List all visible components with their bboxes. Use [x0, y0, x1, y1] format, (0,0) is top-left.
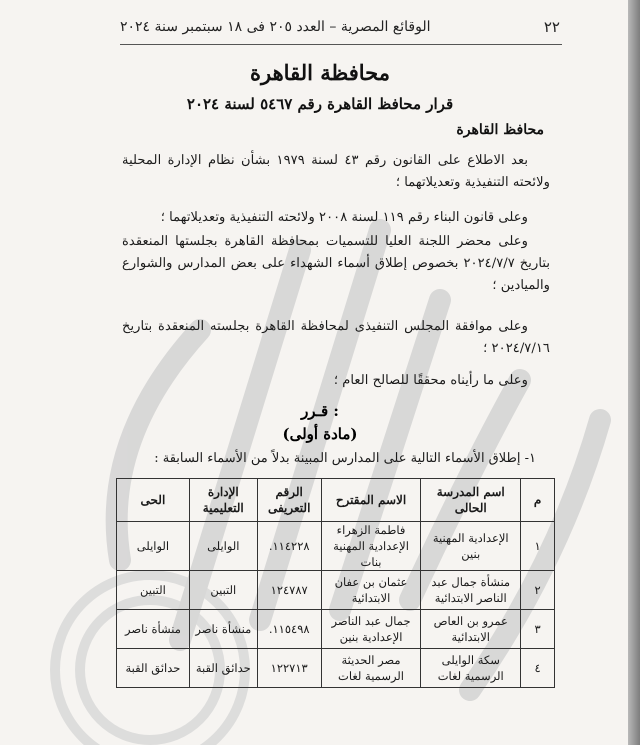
preamble-paragraph: وعلى قانون البناء رقم ١١٩ لسنة ٢٠٠٨ ولائحته التنفيذية وتعديلاتهما ؛ [160, 210, 528, 225]
table-cell: سكة الوايلى الرسمية لغات [421, 649, 521, 688]
table-cell: مصر الحديثة الرسمية لغات [321, 649, 421, 688]
running-title: الوقائع المصرية – العدد ٢٠٥ فى ١٨ سبتمبر سنة ٢٠٢٤ [120, 19, 431, 35]
table-cell: جمال عبد الناصر الإعدادية بنين [321, 610, 421, 649]
table-cell: ٣ [521, 610, 555, 649]
table-cell: عثمان بن عفان الابتدائية [321, 571, 421, 610]
table-cell: التبين [117, 571, 190, 610]
col-header: اسم المدرسة الحالى [421, 479, 521, 522]
table-cell: ١١٤٢٢٨. [257, 522, 321, 571]
preamble-paragraph: وعلى محضر اللجنة العليا للتسميات بمحافظة القاهرة بجلستها المنعقدة بتاريخ ٢٠٢٤/٧/٧ بخصوص إطلاق أسماء الشهداء على بعض المدارس والشوارع والميادين ؛ [122, 234, 550, 293]
decree-title: قرار محافظ القاهرة رقم ٥٤٦٧ لسنة ٢٠٢٤ [186, 95, 454, 113]
table-cell: التبين [189, 571, 257, 610]
schools-table [116, 478, 555, 688]
table-cell: حدائق القبة [189, 649, 257, 688]
table-cell: ١ [521, 522, 555, 571]
table-row [117, 610, 555, 649]
table-cell: ١١٥٤٩٨. [257, 610, 321, 649]
table-cell: ٤ [521, 649, 555, 688]
table-cell: حدائق القبة [117, 649, 190, 688]
article-1-text: ١- إطلاق الأسماء التالية على المدارس المبينة بدلاً من الأسماء السابقة : [154, 451, 536, 466]
page-number: ٢٢ [543, 18, 560, 36]
table-cell: الإعدادية المهنية بنين [421, 522, 521, 571]
authority-title: محافظة القاهرة [250, 60, 390, 85]
col-header: الاسم المقترح [321, 479, 421, 522]
preamble-paragraph: بعد الاطلاع على القانون رقم ٤٣ لسنة ١٩٧٩ بشأن نظام الإدارة المحلية ولائحته التنفيذية وتعديلاتهما ؛ [122, 153, 550, 190]
table-header-row [117, 479, 555, 522]
table-cell: الوايلى [189, 522, 257, 571]
table-cell: ١٢٢٧١٣ [257, 649, 321, 688]
col-header: م [521, 479, 555, 522]
table-row [117, 571, 555, 610]
article-heading: (مادة أولى) [282, 425, 358, 443]
decides-heading: قـرر : [301, 402, 339, 420]
table-cell: ١٢٤٧٨٧ [257, 571, 321, 610]
col-header: الرقم التعريفى [257, 479, 321, 522]
table-cell: منشأة ناصر [189, 610, 257, 649]
preamble-paragraph: وعلى موافقة المجلس التنفيذى لمحافظة القاهرة بجلسته المنعقدة بتاريخ ٢٠٢٤/٧/١٦ ؛ [122, 319, 550, 356]
table-row [117, 522, 555, 571]
running-header [120, 14, 560, 40]
table-cell: فاطمة الزهراء الإعدادية المهنية بنات [321, 522, 421, 571]
preamble-paragraph: وعلى ما رأيناه محققًا للصالح العام ؛ [333, 373, 528, 388]
table-cell: منشأة ناصر [117, 610, 190, 649]
issuer-heading: محافظ القاهرة [456, 122, 544, 138]
header-rule [120, 44, 562, 45]
table-cell: منشأة جمال عبد الناصر الابتدائية [421, 571, 521, 610]
table-cell: ٢ [521, 571, 555, 610]
table-cell: عمرو بن العاص الابتدائية [421, 610, 521, 649]
col-header: الإدارة التعليمية [189, 479, 257, 522]
table-cell: الوايلى [117, 522, 190, 571]
col-header: الحى [117, 479, 190, 522]
viewer-edge [628, 0, 640, 745]
table-row [117, 649, 555, 688]
